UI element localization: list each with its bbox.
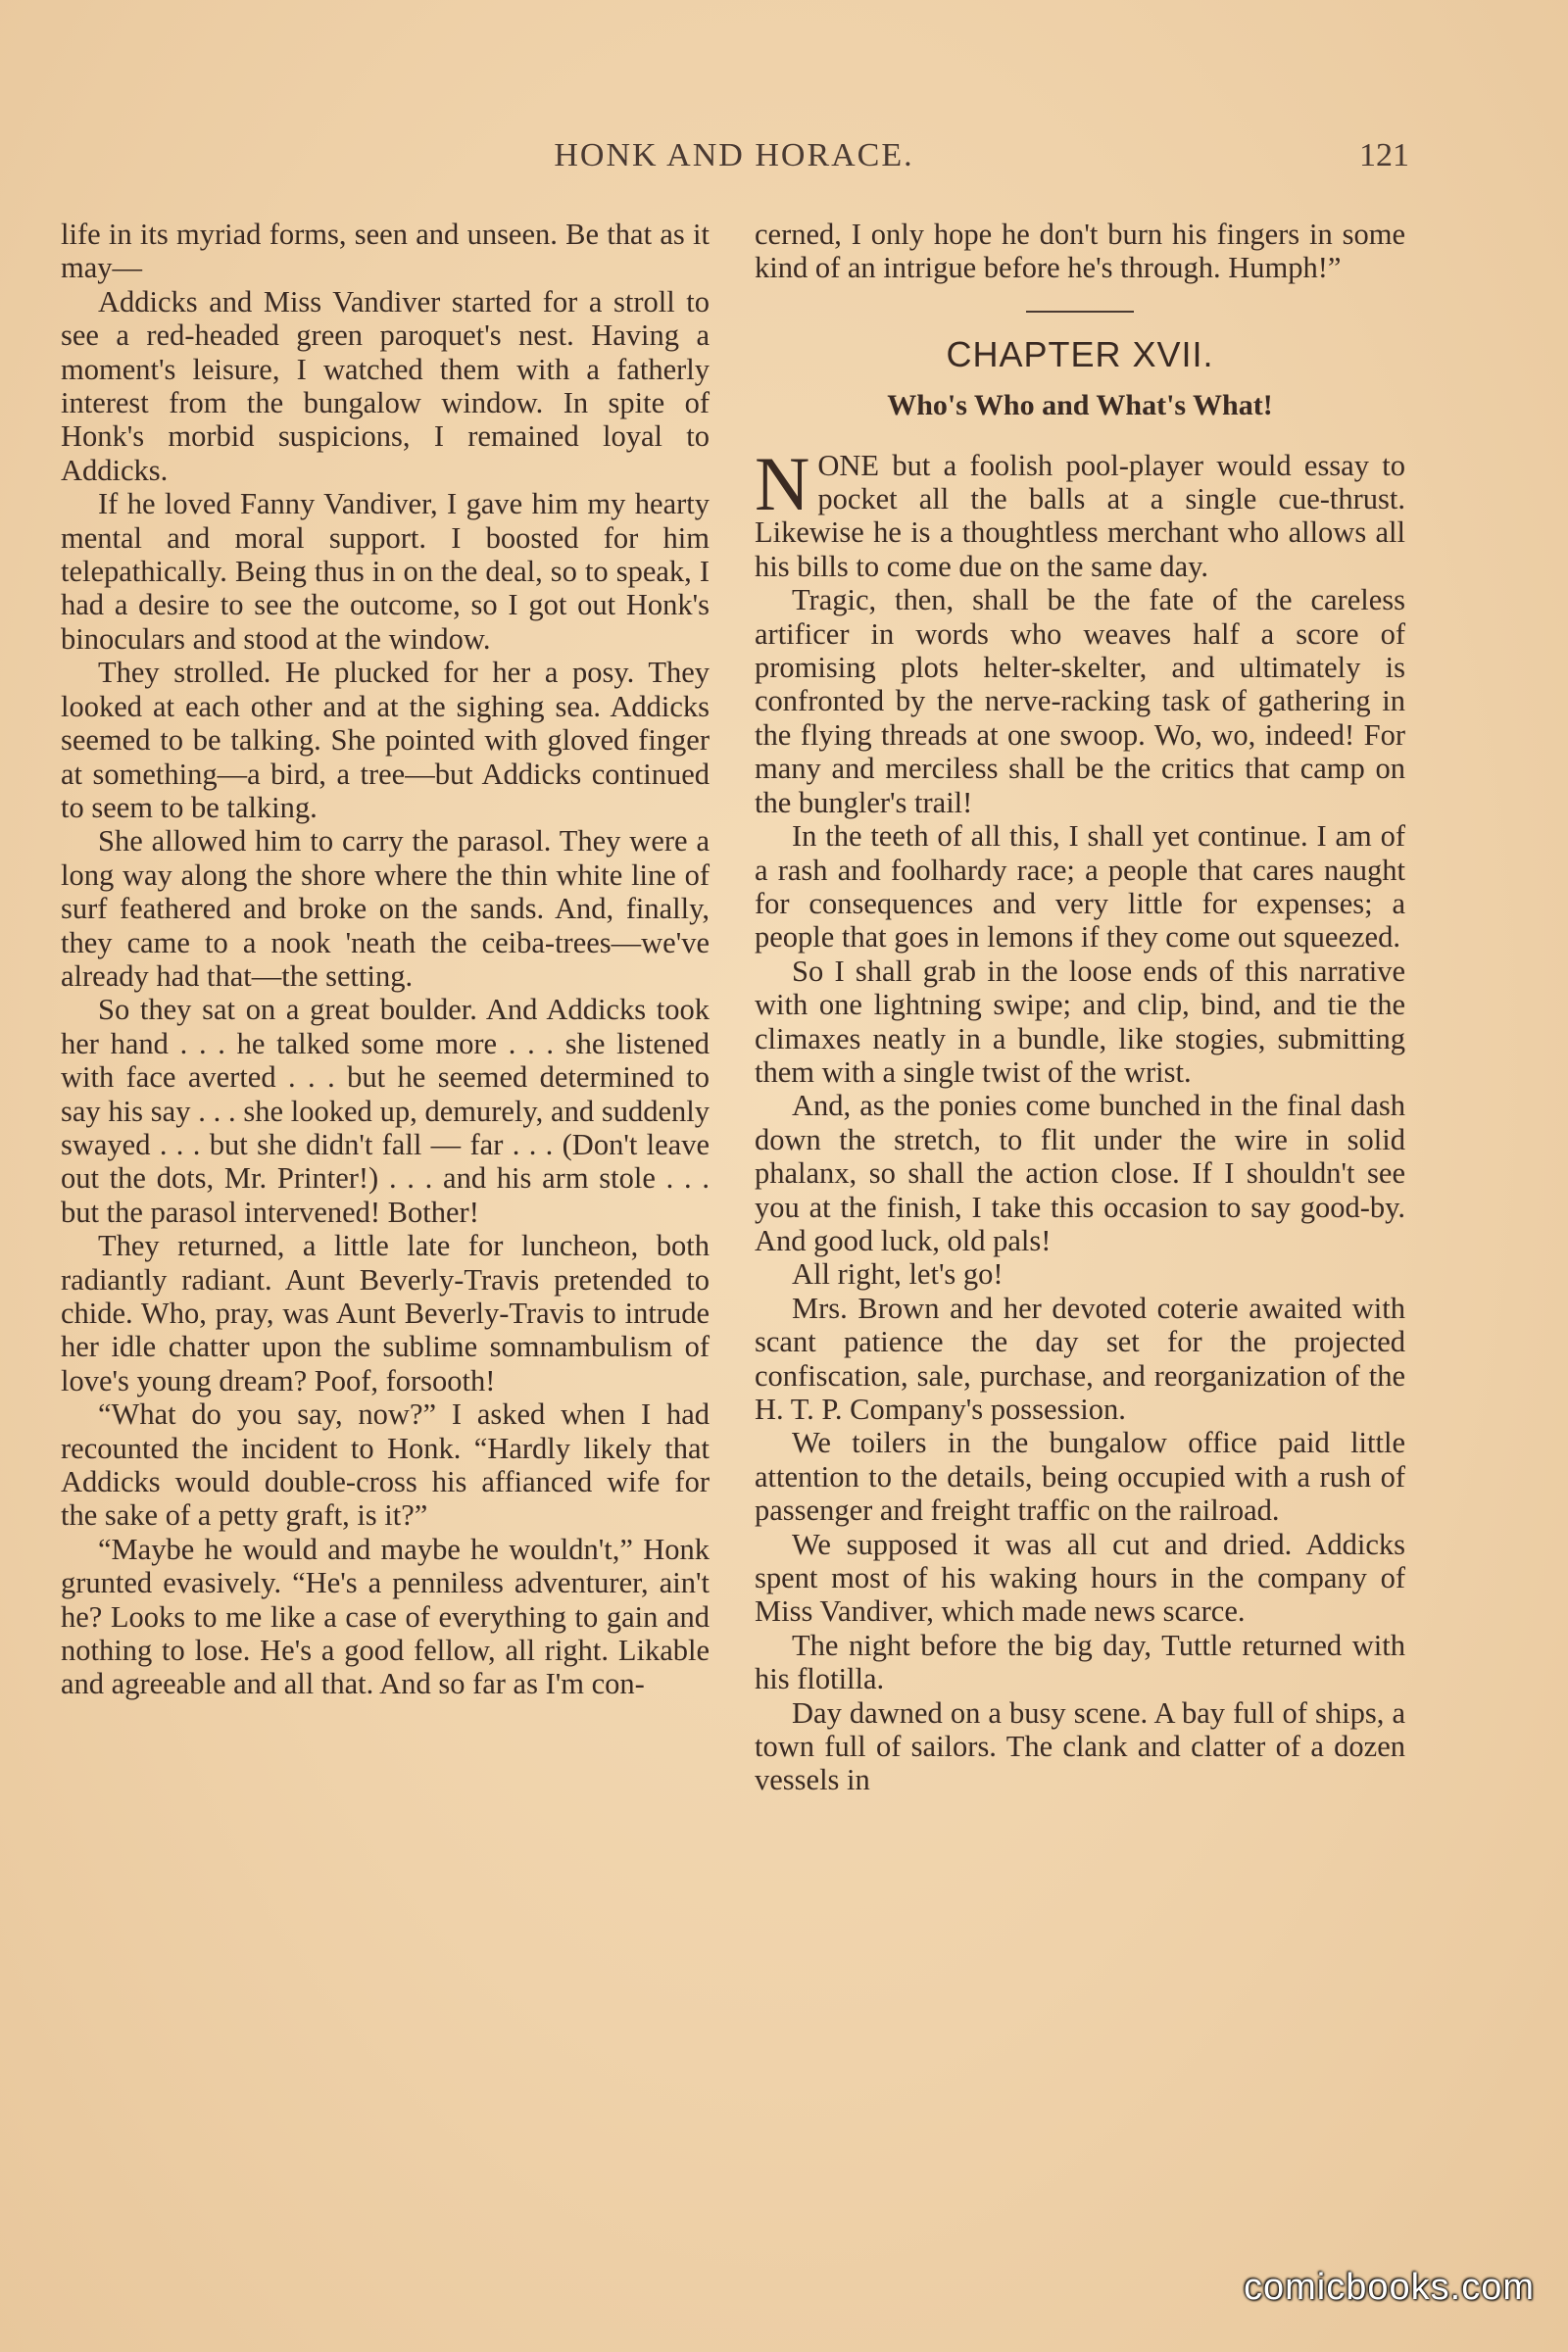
- site-watermark: comicbooks.com: [1244, 2267, 1535, 2308]
- page-number: 121: [1359, 137, 1409, 173]
- paragraph: “Maybe he would and maybe he wouldn't,” Honk grunted evasively. “He's a penniless adventurer, ain't he? Looks to me like a case of everything to gain and nothing to lose. He's a good fellow, all right. Likable and agreeable and all that. And so far as I'm con-: [61, 1532, 710, 1701]
- paragraph: Addicks and Miss Vandiver started for a stroll to see a red-headed green paroquet's nest. Having a moment's leisure, I watched them with a fatherly interest from the bungalow window. In spite of Honk's morbid suspicions, I remained loyal to Addicks.: [61, 284, 710, 487]
- right-column: [755, 218, 1405, 1797]
- paragraph: They returned, a little late for luncheon, both radiantly radiant. Aunt Beverly-Travis pretended to chide. Who, pray, was Aunt Beverly-Travis to intrude her idle chatter upon the sublime somnambulism of love's young dream? Poof, forsooth!: [61, 1229, 710, 1397]
- paragraph: life in its myriad forms, seen and unseen. Be that as it may—: [61, 218, 710, 285]
- paragraph: So I shall grab in the loose ends of this narrative with one lightning swipe; and clip, bind, and tie the climaxes neatly in a bundle, like stogies, submitting them with a single twist of the wrist.: [755, 954, 1405, 1089]
- running-head: HONK AND HORACE.: [554, 137, 914, 173]
- opening-text: ONE but a foolish pool-player would essay to pocket all the balls at a single cue-thrust. Likewise he is a thoughtless merchant who allows all his bills to come due on the same day.: [755, 448, 1405, 583]
- paragraph: Mrs. Brown and her devoted coterie awaited with scant patience the day set for the projected confiscation, sale, purchase, and reorganization of the H. T. P. Company's possession.: [755, 1291, 1405, 1426]
- page-header: [59, 137, 1409, 186]
- paragraph: “What do you say, now?” I asked when I had recounted the incident to Honk. “Hardly likely that Addicks would double-cross his affianced wife for the sake of a petty graft, is it?”: [61, 1397, 710, 1533]
- paragraph: In the teeth of all this, I shall yet continue. I am of a rash and foolhardy race; a people that cares naught for consequences and very little for expenses; a people that goes in lemons if they come out squeezed.: [755, 819, 1405, 955]
- paragraph: cerned, I only hope he don't burn his fingers in some kind of an intrigue before he's through. Humph!”: [755, 218, 1405, 285]
- paragraph: And, as the ponies come bunched in the final dash down the stretch, to flit under the wire in solid phalanx, so shall the action close. If I shouldn't see you at the finish, I take this occasion to say good-by. And good luck, old pals!: [755, 1089, 1405, 1257]
- paragraph: We toilers in the bungalow office paid little attention to the details, being occupied with a rush of passenger and freight traffic on the railroad.: [755, 1426, 1405, 1528]
- chapter-title: CHAPTER XVII.: [946, 333, 1214, 374]
- paragraph: They strolled. He plucked for her a posy. They looked at each other and at the sighing sea. Addicks seemed to be talking. She pointed with gloved finger at something—a bird, a tree—but Addicks continued to seem to be talking.: [61, 656, 710, 824]
- chapter-opening-paragraph: [755, 440, 1405, 584]
- paragraph: We supposed it was all cut and dried. Addicks spent most of his waking hours in the company of Miss Vandiver, which made news scarce.: [755, 1527, 1405, 1629]
- paragraph: Tragic, then, shall be the fate of the careless artificer in words who weaves half a score of promising plots helter-skelter, and ultimately is confronted by the nerve-racking task of gathering in the flying threads at one swoop. Wo, wo, indeed! For many and merciless shall be the critics that camp on the bungler's trail!: [755, 583, 1405, 819]
- paragraph: If he loved Fanny Vandiver, I gave him my hearty mental and moral support. I boosted for him telepathically. Being thus in on the deal, so to speak, I had a desire to see the outcome, so I got out Honk's binoculars and stood at the window.: [61, 487, 710, 656]
- paragraph: Day dawned on a busy scene. A bay full of ships, a town full of sailors. The clank and clatter of a dozen vessels in: [755, 1695, 1405, 1797]
- paragraph: The night before the big day, Tuttle returned with his flotilla.: [755, 1628, 1405, 1696]
- drop-cap: N: [755, 440, 810, 526]
- paragraph: She allowed him to carry the parasol. They were a long way along the shore where the thin white line of surf feathered and broke on the sands. And, finally, they came to a nook 'neath the ceiba-trees—we've already had that—the setting.: [61, 824, 710, 993]
- left-column: [61, 218, 710, 1701]
- section-divider: [1026, 311, 1134, 313]
- chapter-subtitle: Who's Who and What's What!: [887, 389, 1273, 422]
- paragraph: So they sat on a great boulder. And Addicks took her hand . . . he talked some more . . . she listened with face averted . . . but he seemed determined to say his say . . . she looked up, demurely, and suddenly swayed . . . but she didn't fall — far . . . (Don't leave out the dots, Mr. Printer!) . . . and his arm stole . . . but the parasol intervened! Bother!: [61, 993, 710, 1229]
- paragraph: All right, let's go!: [792, 1257, 1004, 1292]
